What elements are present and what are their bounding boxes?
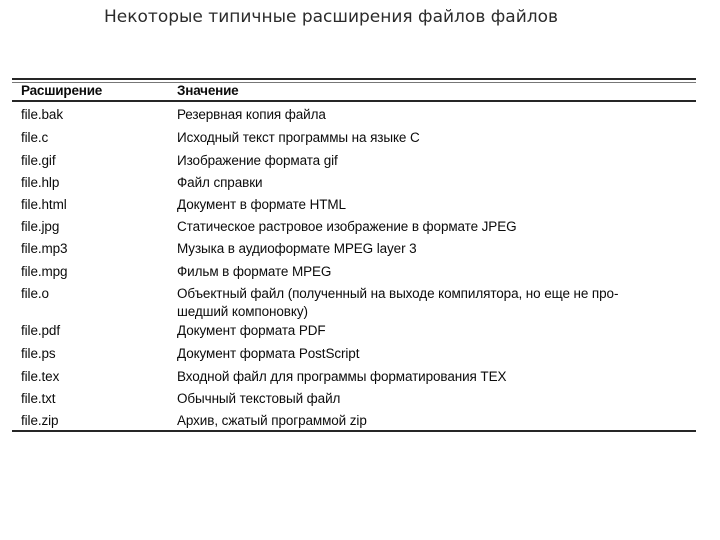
extension-cell: file.hlp xyxy=(21,175,60,190)
header-meaning: Значение xyxy=(177,83,239,98)
meaning-cell: Исходный текст программы на языке С xyxy=(177,130,420,145)
meaning-cell: Объектный файл (полученный на выходе компилятора, но еще не про- шедший компоновку) xyxy=(177,286,619,319)
extension-cell: file.mpg xyxy=(21,264,68,279)
extension-cell: file.zip xyxy=(21,413,59,428)
table-header-rule xyxy=(12,100,696,102)
meaning-cell: Изображение формата gif xyxy=(177,153,338,168)
table-bottom-rule xyxy=(12,430,696,432)
meaning-cell: Статическое растровое изображение в формате JPEG xyxy=(177,219,517,234)
meaning-cell: Резервная копия файла xyxy=(177,107,326,122)
meaning-cell: Документ формата PostScript xyxy=(177,346,360,361)
extension-cell: file.pdf xyxy=(21,323,60,338)
slide-title: Некоторые типичные расширения файлов файлов xyxy=(104,7,559,27)
extension-cell: file.c xyxy=(21,130,49,145)
extension-cell: file.txt xyxy=(21,391,56,406)
meaning-cell: Обычный текстовый файл xyxy=(177,391,341,406)
table-top-rule-thin xyxy=(12,82,696,83)
meaning-cell: Входной файл для программы форматирования TEX xyxy=(177,369,507,384)
extension-cell: file.mp3 xyxy=(21,241,68,256)
extension-cell: file.html xyxy=(21,197,67,212)
header-extension: Расширение xyxy=(21,83,103,98)
extension-cell: file.o xyxy=(21,286,49,301)
meaning-cell: Музыка в аудиоформате MPEG layer 3 xyxy=(177,241,417,256)
meaning-cell: Документ формата PDF xyxy=(177,323,326,338)
extension-cell: file.gif xyxy=(21,153,56,168)
meaning-cell: Архив, сжатый программой zip xyxy=(177,413,367,428)
table-top-rule xyxy=(12,78,696,80)
extension-cell: file.bak xyxy=(21,107,63,122)
extension-cell: file.tex xyxy=(21,369,60,384)
meaning-cell: Документ в формате HTML xyxy=(177,197,346,212)
extension-cell: file.jpg xyxy=(21,219,60,234)
meaning-cell: Фильм в формате MPEG xyxy=(177,264,332,279)
extension-cell: file.ps xyxy=(21,346,56,361)
file-extensions-table xyxy=(12,78,696,432)
meaning-cell: Файл справки xyxy=(177,175,263,190)
